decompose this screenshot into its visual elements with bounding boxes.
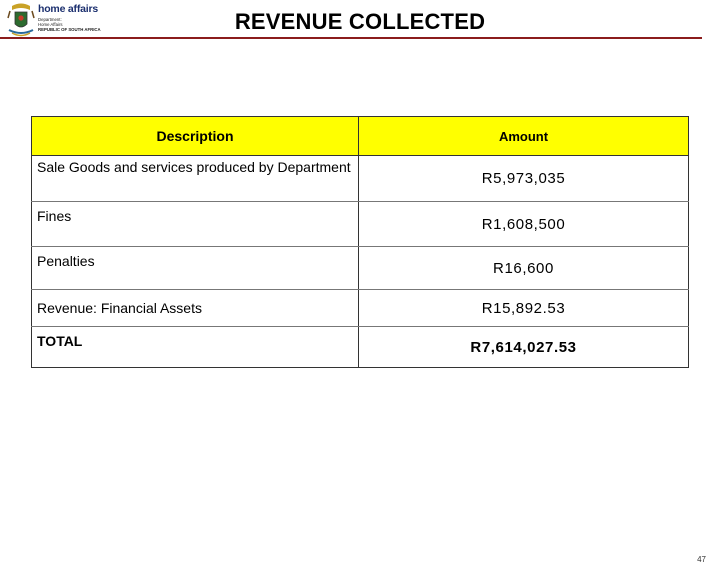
brand-name: home affairs [38,3,99,15]
logo-country-name: REPUBLIC OF SOUTH AFRICA [38,27,101,32]
table-header-row [32,117,689,156]
row-amount: R16,600 [359,247,689,290]
page-number: 47 [697,555,706,564]
table-row [32,247,689,290]
row-description: Revenue: Financial Assets [32,290,359,327]
revenue-table [31,116,689,368]
total-amount: R7,614,027.53 [470,338,577,356]
row-amount: R15,892.53 [359,290,689,327]
table-total-row [32,327,689,368]
column-header-amount: Amount [359,117,689,156]
row-description: Penalties [32,247,359,290]
logo-department-label: Department: [38,17,62,22]
column-header-description: Description [32,117,359,156]
row-description: Sale Goods and services produced by Department [32,156,359,202]
table-row [32,202,689,247]
row-amount: R1,608,500 [359,202,689,247]
table-row [32,290,689,327]
table-row [32,156,689,202]
logo-department-name: Home Affairs [38,22,63,27]
total-label: TOTAL [32,327,359,368]
row-amount: R5,973,035 [359,156,689,202]
title-divider [0,37,702,39]
page-title: REVENUE COLLECTED [234,9,486,34]
coat-of-arms-icon [6,2,36,38]
row-description: Fines [32,202,359,247]
department-logo [6,2,110,38]
